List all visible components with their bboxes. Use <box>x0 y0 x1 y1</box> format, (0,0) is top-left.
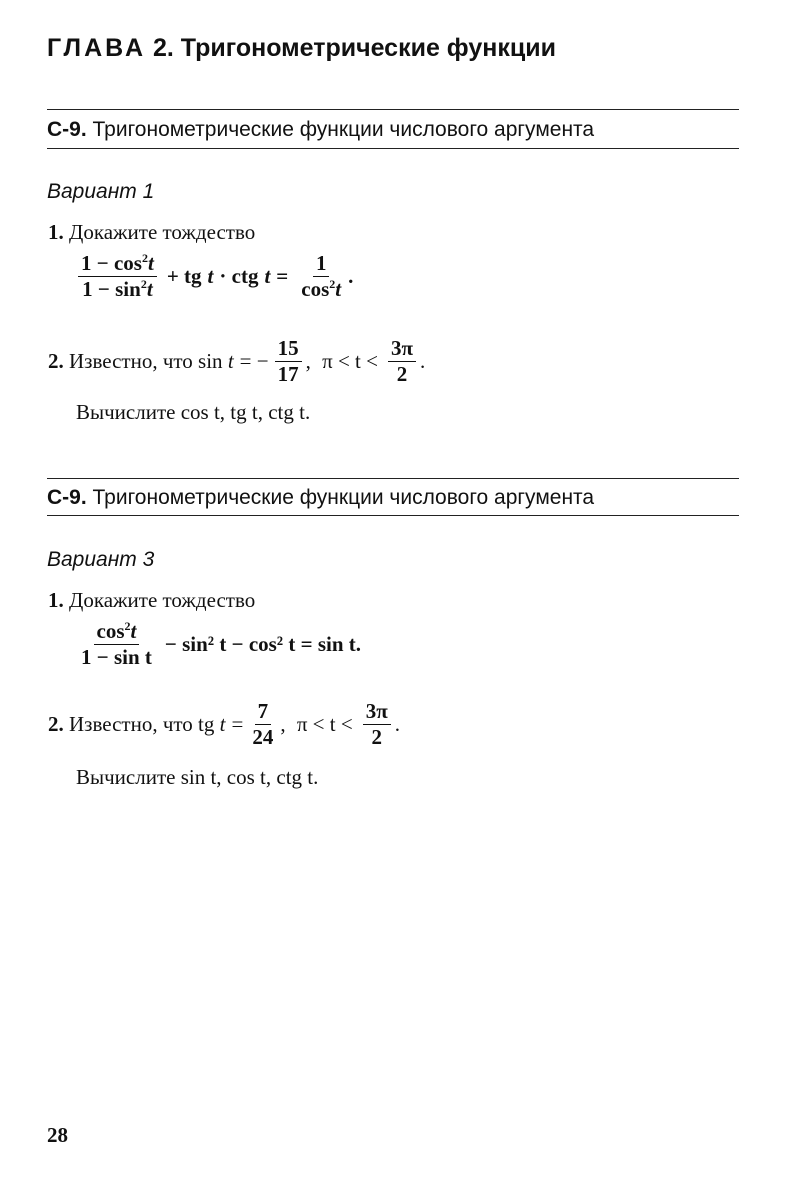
s2-lhs-num-var: t <box>130 619 137 643</box>
page-number: 28 <box>47 1123 68 1147</box>
s2-task2-compute: Вычислите sin t, cos t, ctg t. <box>76 765 319 789</box>
s1-lhs-den-var: t <box>146 277 153 302</box>
s1-equals: = <box>276 264 289 289</box>
s1-bound-num: 3π <box>388 337 416 362</box>
s2-task1-rest: − sin² t − cos² t = sin t. <box>164 632 361 657</box>
s2-bound-num: 3π <box>363 700 391 725</box>
s2-task2-end: . <box>394 712 400 737</box>
s2-value-num: 7 <box>255 700 272 725</box>
s2-lhs-den: 1 − sin t <box>81 645 152 670</box>
s1-task2-compute: Вычислите cos t, tg t, ctg t. <box>76 400 311 424</box>
s2-task1-identity <box>74 620 367 669</box>
section-1-title-text: Тригонометрические функции числового аргумента <box>92 118 595 141</box>
s1-plus-tg: + tg <box>166 264 202 289</box>
s1-task2-bound-fraction <box>388 337 416 386</box>
s1-ctg: · ctg <box>219 264 259 289</box>
s1-task1-text: Докажите тождество <box>69 220 256 244</box>
s1-lhs-den-a: 1 − sin <box>82 277 141 302</box>
chapter-title: Тригонометрические функции <box>180 34 556 62</box>
s2-task1-lhs-fraction: $\frac{\cos^2t}{\text{1 − sin t}}$ <box>78 620 155 669</box>
s1-rhs-num: 1 <box>313 252 330 277</box>
s1-task2-cond: π < t < <box>322 349 378 374</box>
section-1-title <box>47 118 594 142</box>
s1-rhs-den-a: cos <box>301 277 330 302</box>
chapter-number: 2. <box>152 34 174 62</box>
section-2-variant: Вариант 3 <box>47 548 155 571</box>
s1-task1-identity: $\frac{1 - \cos^2t}{1 - \sin^2t}$ + tg t · ctg t = $\frac{1}{\cos^2t}$ . <box>74 252 353 301</box>
section-1-bottom-rule <box>47 148 739 149</box>
s1-lhs-num-a: 1 − cos <box>81 251 142 275</box>
s1-value-den: 17 <box>277 362 299 387</box>
s1-task2-num: 2. <box>48 349 64 374</box>
section-2-code: С-9. <box>47 486 87 509</box>
section-2-bottom-rule <box>47 515 739 516</box>
section-1-top-rule <box>47 109 739 110</box>
s2-task2-var: t <box>219 712 226 737</box>
s2-task2-value-fraction <box>249 700 276 749</box>
s1-task2-text: Известно, что <box>69 349 193 374</box>
s2-task2-cond: π < t < <box>296 712 353 737</box>
s1-task1-heading <box>48 220 255 245</box>
s1-task1-end: . <box>348 264 354 289</box>
s2-task1-text: Докажите тождество <box>69 588 256 612</box>
s1-bound-den: 2 <box>396 362 408 387</box>
s2-lhs-num-a: cos <box>96 619 125 643</box>
chapter-heading <box>47 34 556 63</box>
s1-lhs-num-var: t <box>147 251 154 275</box>
s1-task2-value-fraction <box>275 337 302 386</box>
s1-task2-end: . <box>419 349 426 374</box>
s2-bound-den: 2 <box>371 725 382 750</box>
s2-task2-num: 2. <box>48 712 64 737</box>
s1-task2-func: sin <box>198 349 223 374</box>
s1-task1-num: 1. <box>48 220 64 244</box>
section-2-title <box>47 486 594 510</box>
s1-task2-line: 2. Известно, что sin t = − $\frac{15}{17}$ , π < t < $\frac{3\pi}{2}$ . <box>48 336 426 387</box>
s2-task2-func: tg <box>198 712 215 737</box>
s1-value-num: 15 <box>275 337 302 362</box>
s2-task2-text: Известно, что <box>69 712 193 737</box>
section-1-code: С-9. <box>47 118 87 141</box>
s1-task2-eq: = − <box>239 349 269 374</box>
section-1-variant: Вариант 1 <box>47 180 155 203</box>
s2-task2-bound-fraction <box>363 700 391 749</box>
s1-task1-rhs-fraction: $\frac{1}{\cos^2t}$ <box>301 251 342 302</box>
s2-task2-eq: = <box>231 712 244 737</box>
s2-task1-num: 1. <box>48 588 64 612</box>
s2-value-den: 24 <box>252 725 274 750</box>
s1-task2-var: t <box>227 349 234 374</box>
s2-task2-line: 2. Известно, что tg t = $\frac{7}{24}$ , π < t < $\frac{3\pi}{2}$ . <box>48 699 400 750</box>
s2-task1-heading <box>48 588 255 613</box>
section-2-title-text: Тригонометрические функции числового аргумента <box>92 486 595 509</box>
s1-task1-lhs-fraction: $\frac{1 - \cos^2t}{1 - \sin^2t}$ <box>78 252 157 301</box>
section-2-top-rule <box>47 478 739 479</box>
chapter-label: ГЛАВА <box>47 34 147 62</box>
s1-rhs-den-var: t <box>335 277 342 302</box>
